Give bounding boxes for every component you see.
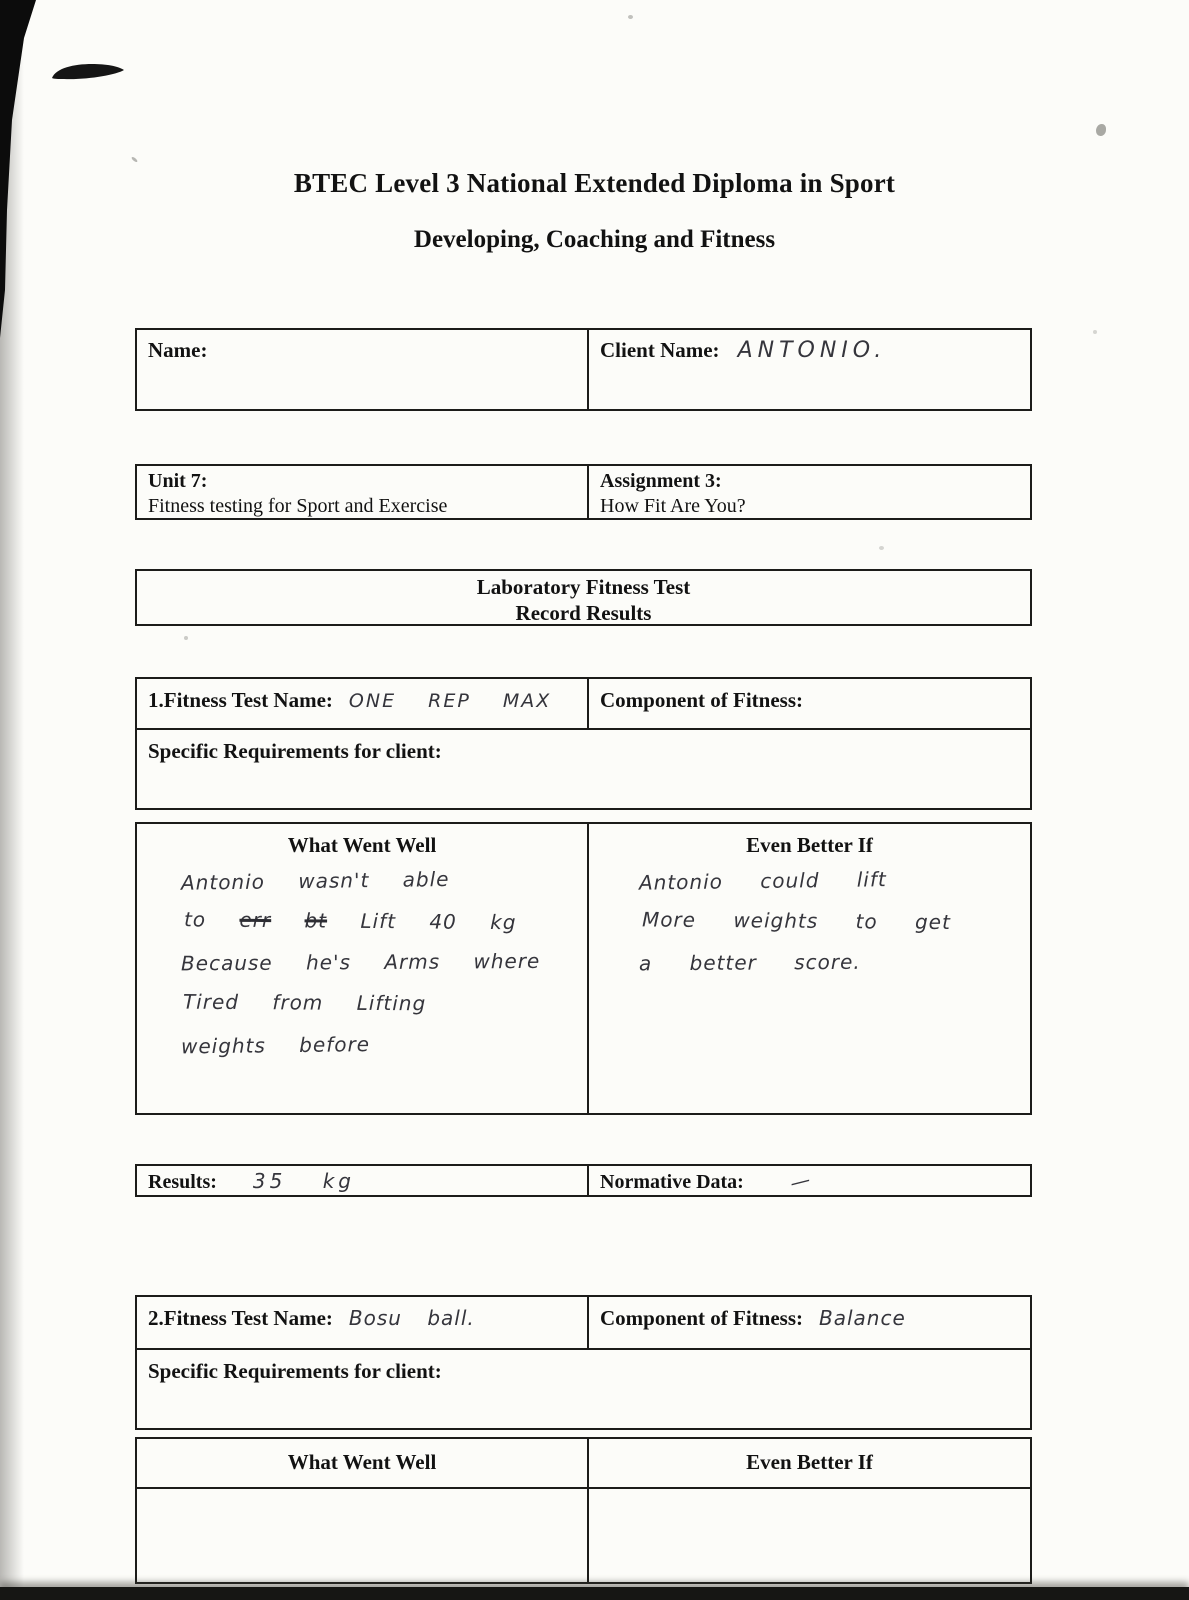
test1-ebi-header: Even Better If	[746, 833, 873, 857]
handwritten-word: to	[183, 907, 207, 932]
handwritten-line: weights before	[180, 1032, 371, 1059]
assignment-label: Assignment 3:	[600, 470, 722, 492]
test1-table	[135, 677, 1032, 810]
client-name-cell	[589, 330, 1030, 409]
name-label: Name:	[148, 338, 208, 362]
handwritten-line: a better score.	[638, 949, 861, 976]
name-cell	[137, 330, 589, 409]
test2-requirements-row	[137, 1350, 1030, 1428]
normative-data-label: Normative Data:	[600, 1171, 744, 1193]
test1-www-ebi-table	[135, 822, 1032, 1115]
handwritten-line: Antonio could lift	[638, 867, 887, 895]
unit-text: Fitness testing for Sport and Exercise	[148, 495, 448, 517]
test2-component-label: Component of Fitness:	[600, 1306, 803, 1330]
scan-speck	[131, 156, 138, 163]
banner-line1: Laboratory Fitness Test	[476, 575, 691, 599]
test2-name-handwritten-value: Bosu ball.	[348, 1306, 475, 1330]
test1-component-cell	[589, 679, 1030, 728]
test1-component-label: Component of Fitness:	[600, 688, 803, 712]
test1-name-label: 1.Fitness Test Name:	[148, 688, 333, 712]
assignment-cell	[589, 466, 1030, 518]
test1-requirements-row	[137, 730, 1030, 808]
test2-component-cell	[589, 1297, 1030, 1348]
test2-ebi-header: Even Better If	[589, 1439, 1030, 1489]
test2-component-handwritten-value: Balance	[819, 1306, 906, 1330]
test1-ebi-cell	[589, 824, 1030, 1113]
handwritten-line: Antonio wasn't able	[180, 867, 450, 895]
normative-handwritten-mark: —	[787, 1166, 813, 1196]
test1-name-cell	[137, 679, 589, 728]
test2-ebi-cell	[589, 1439, 1030, 1582]
test1-ebi-handwriting	[589, 858, 1030, 974]
unit-cell	[137, 466, 589, 518]
scan-speck	[628, 15, 633, 19]
document-subtitle: Developing, Coaching and Fitness	[413, 226, 776, 253]
test2-name-cell	[137, 1297, 589, 1348]
handwritten-struck-word: bt	[304, 908, 328, 933]
test2-table	[135, 1295, 1032, 1430]
test1-results-table	[135, 1164, 1032, 1197]
normative-data-cell	[589, 1166, 1030, 1195]
assignment-text: How Fit Are You?	[600, 495, 746, 517]
test1-requirements-label: Specific Requirements for client:	[148, 739, 442, 763]
client-name-handwritten-value: ANTONIO.	[737, 338, 887, 363]
section-banner	[135, 569, 1032, 626]
results-cell	[137, 1166, 589, 1195]
scan-speck	[879, 546, 884, 550]
pen-scribble-mark	[46, 56, 130, 90]
results-handwritten-value: 35 kg	[252, 1169, 355, 1193]
test1-www-cell	[137, 824, 589, 1113]
handwritten-line	[184, 907, 578, 934]
handwritten-line: Tired from Lifting	[182, 989, 427, 1016]
identity-table	[135, 328, 1032, 411]
test2-name-label: 2.Fitness Test Name:	[148, 1306, 333, 1330]
document-title: BTEC Level 3 National Extended Diploma in Sport	[293, 168, 896, 198]
scan-speck	[1093, 330, 1097, 334]
test1-www-handwriting	[137, 858, 587, 1059]
handwritten-word: Lift 40 kg	[360, 908, 517, 935]
scan-bottom-edge	[0, 1587, 1189, 1600]
test1-www-header: What Went Well	[287, 833, 437, 857]
test2-name-row	[137, 1297, 1030, 1350]
results-label: Results:	[148, 1171, 217, 1193]
test1-name-row	[137, 679, 1030, 730]
test2-www-cell	[137, 1439, 589, 1582]
client-name-label: Client Name:	[600, 338, 720, 362]
test2-requirements-label: Specific Requirements for client:	[148, 1359, 442, 1383]
test2-www-header: What Went Well	[137, 1439, 587, 1489]
handwritten-line: More weights to get	[641, 907, 951, 935]
test1-name-handwritten-value: ONE REP MAX	[348, 690, 552, 712]
handwritten-struck-word: err	[239, 907, 272, 933]
unit-label: Unit 7:	[148, 470, 208, 492]
scan-speck	[1096, 124, 1106, 136]
banner-line2: Record Results	[515, 601, 652, 625]
test2-www-ebi-table	[135, 1437, 1032, 1584]
handwritten-line: Because he's Arms where	[180, 948, 541, 976]
unit-assignment-table	[135, 464, 1032, 520]
scan-speck	[184, 636, 188, 640]
